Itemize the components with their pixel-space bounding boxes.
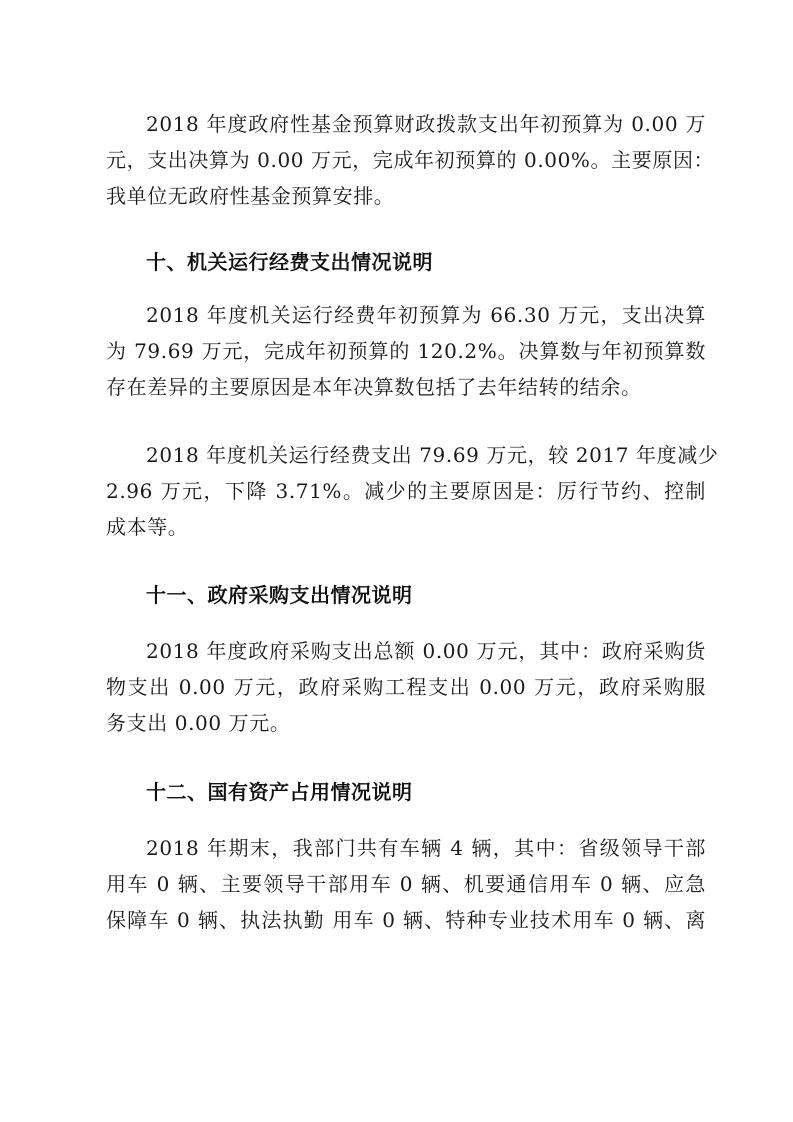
paragraph-fund-budget (106, 106, 715, 214)
paragraph-line: 2018 年度政府性基金预算财政拨款支出年初预算为 0.00 万 (146, 112, 706, 136)
paragraph-operating-budget (106, 297, 706, 405)
paragraph-line: 我单位无政府性基金预算安排。 (106, 184, 395, 208)
paragraph-line: 保障车 0 辆、执法执勤 用车 0 辆、特种专业技术用车 0 辆、离 (106, 908, 706, 932)
paragraph-line: 务支出 0.00 万元。 (106, 711, 291, 735)
paragraph-operating-change (106, 437, 719, 545)
paragraph-line: 元，支出决算为 0.00 万元，完成年初预算的 0.00%。主要原因： (106, 148, 715, 172)
paragraph-vehicles (106, 830, 706, 938)
paragraph-line: 2018 年期末，我部门共有车辆 4 辆，其中：省级领导干部 (146, 836, 706, 860)
paragraph-line: 2018 年度机关运行经费支出 79.69 万元，较 2017 年度减少 (146, 443, 719, 467)
paragraph-line: 2.96 万元，下降 3.71%。减少的主要原因是：厉行节约、控制 (106, 479, 706, 503)
paragraph-line: 物支出 0.00 万元，政府采购工程支出 0.00 万元，政府采购服 (106, 675, 706, 699)
section-heading-12: 十二、国有资产占用情况说明 (146, 780, 413, 804)
section-heading-11: 十一、政府采购支出情况说明 (146, 583, 413, 607)
paragraph-line: 存在差异的主要原因是本年决算数包括了去年结转的结余。 (106, 375, 642, 399)
paragraph-line: 为 79.69 万元，完成年初预算的 120.2%。决算数与年初预算数 (106, 339, 706, 363)
paragraph-procurement (106, 633, 706, 741)
paragraph-line: 用车 0 辆、主要领导干部用车 0 辆、机要通信用车 0 辆、应急 (106, 872, 706, 896)
paragraph-line: 2018 年度政府采购支出总额 0.00 万元，其中：政府采购货 (146, 639, 706, 663)
section-heading-10: 十、机关运行经费支出情况说明 (146, 250, 433, 274)
paragraph-line: 成本等。 (106, 515, 189, 539)
paragraph-line: 2018 年度机关运行经费年初预算为 66.30 万元，支出决算 (146, 303, 706, 327)
